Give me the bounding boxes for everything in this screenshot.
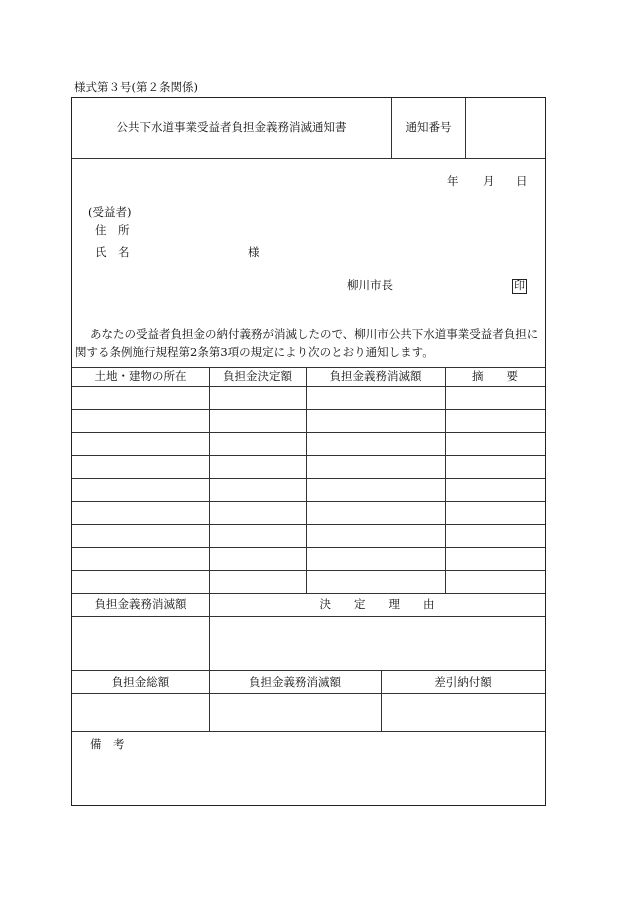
table1-row-line — [72, 455, 545, 456]
table1-row-line — [72, 524, 545, 525]
recipient-heading: (受益者) — [88, 205, 132, 219]
table1-top-border — [72, 367, 545, 368]
table2-header-reason: 決 定 理 由 — [319, 597, 435, 611]
form-id: 様式第３号(第２条関係) — [74, 80, 198, 94]
body-line-1: あなたの受益者負担金の納付義務が消滅したので、柳川市公共下水道事業受益者負担に — [90, 327, 539, 341]
address-label: 住 所 — [95, 223, 130, 237]
table3-header-balance: 差引納付額 — [434, 675, 492, 689]
table1-row-line — [72, 432, 545, 433]
table2-bottom-border — [72, 670, 545, 671]
table1-col-divider — [445, 368, 446, 593]
notice-number-label: 通知番号 — [405, 120, 452, 134]
notice-number-field[interactable] — [467, 100, 543, 156]
date-year: 年 — [447, 174, 459, 188]
table1-header-extinguished: 負担金義務消滅額 — [329, 369, 422, 383]
document-title: 公共下水道事業受益者負担金義務消滅通知書 — [116, 120, 347, 134]
table1-header-remarks: 摘 要 — [472, 369, 518, 383]
table1-col-divider — [306, 368, 307, 593]
table3-header-bottom — [72, 693, 545, 694]
table1-header-location: 土地・建物の所在 — [94, 369, 187, 383]
date-month: 月 — [483, 174, 495, 188]
table1-header-decided: 負担金決定額 — [223, 369, 292, 383]
table2-header-extinguished: 負担金義務消滅額 — [94, 597, 187, 611]
date-day: 日 — [516, 174, 528, 188]
table3-header-total: 負担金総額 — [111, 675, 170, 689]
issuer-name: 柳川市長 — [347, 278, 393, 292]
notice-col-divider — [465, 98, 466, 158]
table1-row-line — [72, 409, 545, 410]
table1-col-divider — [209, 368, 210, 593]
name-label: 氏 名 — [95, 245, 130, 259]
table1-row-line — [72, 501, 545, 502]
table1-row-line — [72, 478, 545, 479]
table1-header-bottom — [72, 386, 545, 387]
table3-header-extinguished: 負担金義務消滅額 — [249, 675, 341, 689]
title-row-divider — [72, 158, 545, 159]
table1-bottom-border — [72, 593, 545, 594]
honorific: 様 — [248, 245, 260, 259]
seal-mark: 印 — [514, 279, 525, 292]
form-frame — [71, 97, 546, 806]
table1-row-line — [72, 547, 545, 548]
table1-row-line — [72, 570, 545, 571]
table3-bottom-border — [72, 731, 545, 732]
table2-header-bottom — [72, 616, 545, 617]
remarks-label: 備 考 — [90, 737, 125, 751]
body-line-2: 関する条例施行規程第2条第3項の規定により次のとおり通知します。 — [75, 345, 434, 359]
